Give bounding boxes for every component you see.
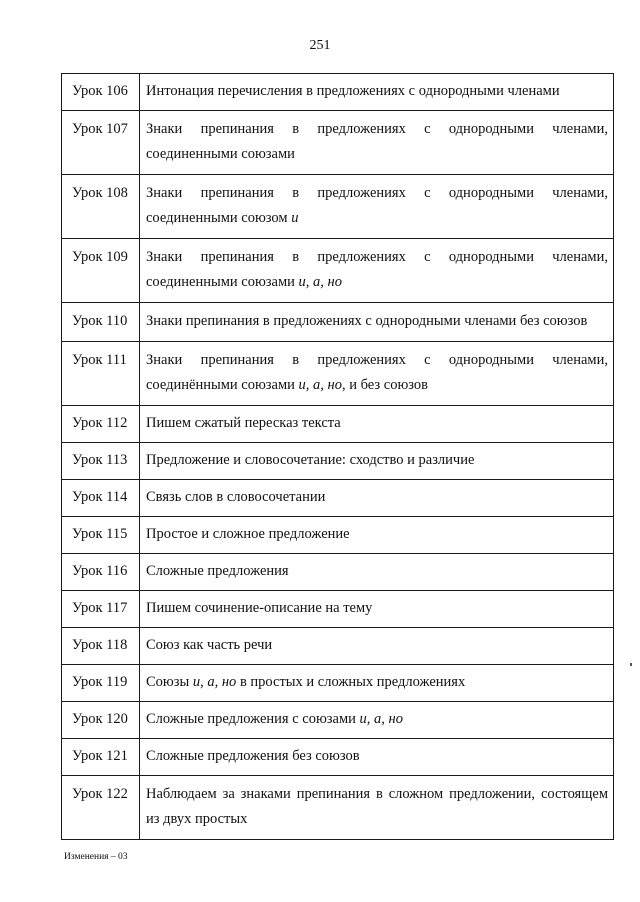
lesson-number: Урок 109 <box>62 239 140 303</box>
table-row <box>62 480 614 517</box>
lesson-topic <box>140 175 614 239</box>
table-row <box>62 776 614 840</box>
scan-speck <box>630 663 632 666</box>
lesson-topic <box>140 628 614 665</box>
table-row <box>62 517 614 554</box>
lesson-number: Урок 116 <box>62 554 140 591</box>
topic-part: Знаки препинания в предложениях с однородными членами, соединенными союзом <box>146 185 608 226</box>
table-row <box>62 342 614 406</box>
table-row <box>62 303 614 342</box>
lesson-number: Урок 115 <box>62 517 140 554</box>
lesson-number: Урок 106 <box>62 74 140 111</box>
lesson-number: Урок 122 <box>62 776 140 840</box>
topic-part: Наблюдаем за знаками препинания в сложном предложении, состоящем из двух простых <box>146 786 608 827</box>
table-row <box>62 739 614 776</box>
topic-part: Интонация перечисления в предложениях с однородными членами <box>146 83 560 99</box>
lesson-number: Урок 114 <box>62 480 140 517</box>
table-row <box>62 591 614 628</box>
lesson-number: Урок 110 <box>62 303 140 342</box>
topic-part: Знаки препинания в предложениях с однородными членами, соединенными союзами <box>146 121 608 162</box>
topic-part: Знаки препинания в предложениях с однородными членами без союзов <box>146 313 588 329</box>
topic-part: Простое и сложное предложение <box>146 526 350 542</box>
lesson-topic <box>140 406 614 443</box>
lesson-topic <box>140 480 614 517</box>
lesson-topic <box>140 702 614 739</box>
topic-part: Пишем сочинение-описание на тему <box>146 600 373 616</box>
topic-part: и, а, но <box>298 377 342 393</box>
lesson-topic <box>140 342 614 406</box>
topic-part: Предложение и словосочетание: сходство и различие <box>146 452 475 468</box>
topic-part: , и без союзов <box>341 377 429 393</box>
lesson-topic <box>140 739 614 776</box>
lesson-topic <box>140 517 614 554</box>
lesson-topic <box>140 665 614 702</box>
table-row <box>62 74 614 111</box>
lesson-number: Урок 118 <box>62 628 140 665</box>
table-row <box>62 406 614 443</box>
lesson-topic <box>140 74 614 111</box>
lesson-number: Урок 107 <box>62 111 140 175</box>
lesson-table <box>61 73 614 840</box>
table-row <box>62 239 614 303</box>
lesson-topic <box>140 591 614 628</box>
lesson-number: Урок 121 <box>62 739 140 776</box>
topic-part: в простых и сложных предложениях <box>236 674 466 690</box>
page-number: 251 <box>309 38 331 53</box>
topic-part: Союзы <box>146 674 193 690</box>
lesson-number: Урок 111 <box>62 342 140 406</box>
lesson-number: Урок 108 <box>62 175 140 239</box>
topic-part: Пишем сжатый пересказ текста <box>146 415 341 431</box>
lesson-number: Урок 113 <box>62 443 140 480</box>
table-row <box>62 111 614 175</box>
topic-part: Знаки препинания в предложениях с однородными членами, соединёнными союзами <box>146 352 608 393</box>
topic-part: Знаки препинания в предложениях с однородными членами, соединенными союзами <box>146 249 608 290</box>
topic-part: и, а, но <box>298 274 342 290</box>
lesson-topic <box>140 776 614 840</box>
lesson-topic <box>140 303 614 342</box>
topic-part: и, а, но <box>192 674 237 690</box>
table-row <box>62 665 614 702</box>
lesson-number: Урок 112 <box>62 406 140 443</box>
lesson-number: Урок 117 <box>62 591 140 628</box>
topic-part: Сложные предложения без союзов <box>146 748 360 764</box>
table-row <box>62 443 614 480</box>
lesson-topic <box>140 239 614 303</box>
lesson-topic <box>140 443 614 480</box>
table-row <box>62 554 614 591</box>
lesson-topic <box>140 554 614 591</box>
footer-revision: Изменения – 03 <box>64 852 128 862</box>
table-row <box>62 175 614 239</box>
topic-part: Сложные предложения <box>146 563 289 579</box>
table-row <box>62 702 614 739</box>
lesson-number: Урок 120 <box>62 702 140 739</box>
topic-part: и, а, но <box>359 711 403 727</box>
topic-part: Связь слов в словосочетании <box>146 489 326 505</box>
table-row <box>62 628 614 665</box>
lesson-topic <box>140 111 614 175</box>
topic-part: Союз как часть речи <box>146 637 273 653</box>
topic-part: Сложные предложения с союзами <box>146 711 360 727</box>
topic-part: и <box>291 210 299 226</box>
lesson-number: Урок 119 <box>62 665 140 702</box>
